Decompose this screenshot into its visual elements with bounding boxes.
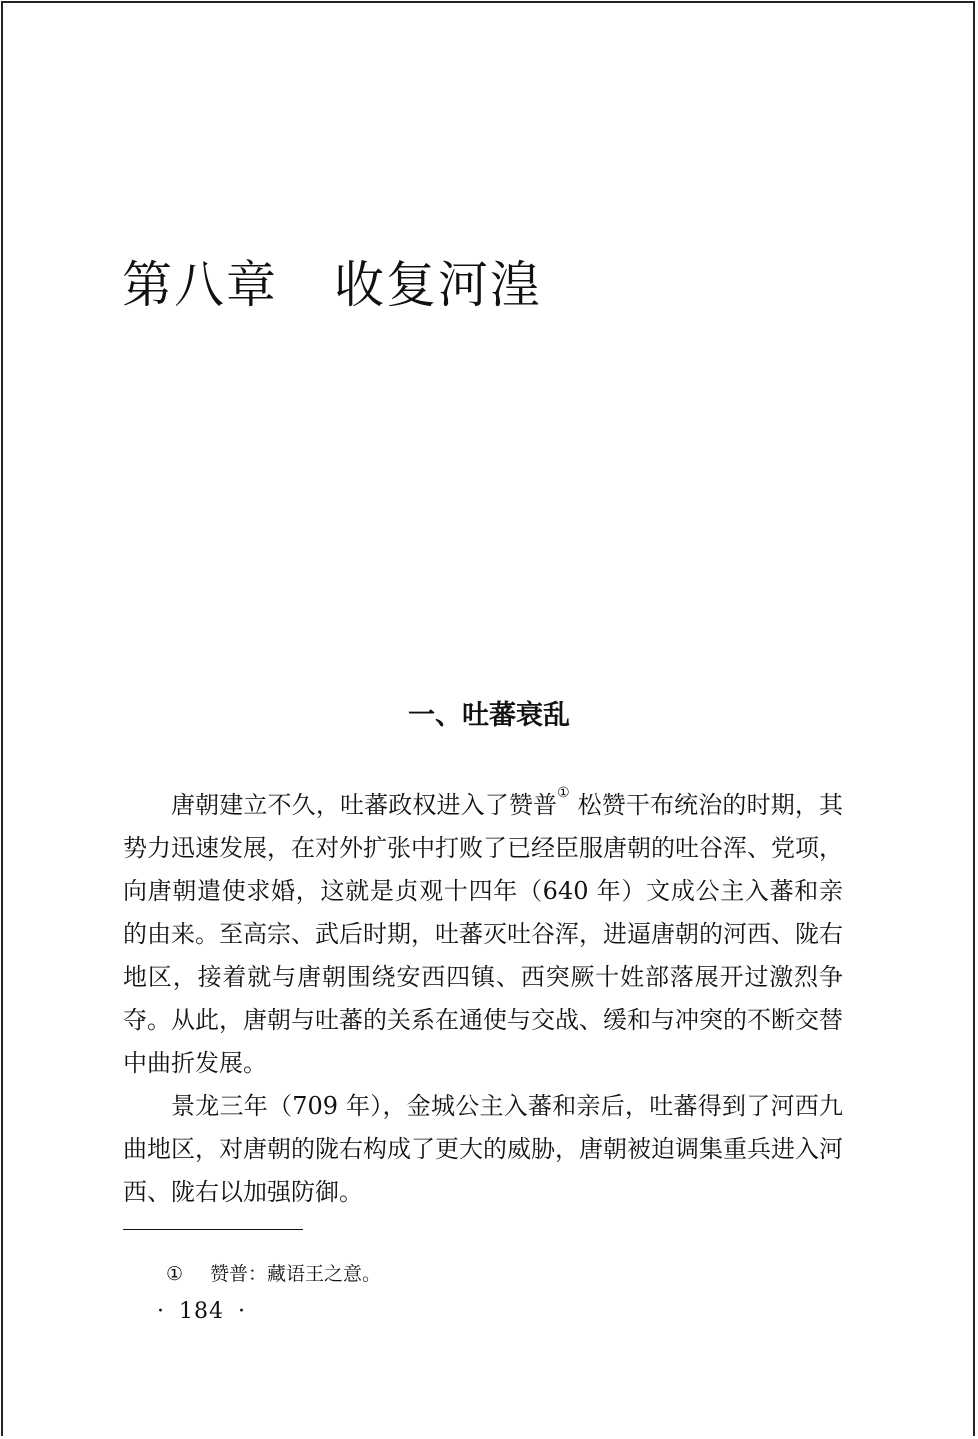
chapter-title bbox=[122, 255, 542, 315]
footnote-reference: ① bbox=[557, 785, 570, 801]
paragraph-1-rest: 松赞干布统治的时期，其势力迅速发展，在对外扩张中打败了已经臣服唐朝的吐谷浑、党项，向唐朝遣使求婚，这就是贞观十四年（640 年）文成公主入蕃和亲的由来。至高宗、武后时期，吐蕃灭吐谷浑，进逼唐朝的河西、陇右地区，接着就与唐朝围绕安西四镇、西突厥十姓部落展开过激烈争夺。从此，唐朝与吐蕃的关系在通使与交战、缓和与冲突的不断交替中曲折发展。 bbox=[123, 791, 843, 1077]
chapter-number: 第八章 bbox=[122, 256, 278, 314]
chapter-name: 收复河湟 bbox=[334, 256, 542, 314]
page-number-left-dot: · bbox=[157, 1299, 165, 1324]
paragraph-2: 景龙三年（709 年），金城公主入蕃和亲后，吐蕃得到了河西九曲地区，对唐朝的陇右构成了更大的威胁，唐朝被迫调集重兵进入河西、陇右以加强防御。 bbox=[123, 1092, 843, 1206]
page-number-right-dot: · bbox=[238, 1299, 246, 1324]
paragraph-1 bbox=[123, 784, 843, 1085]
footnote-divider bbox=[123, 1229, 303, 1230]
page-number-value: 184 bbox=[179, 1299, 224, 1324]
section-title: 一、吐蕃衰乱 bbox=[408, 700, 570, 731]
page-number bbox=[157, 1298, 246, 1327]
body-text bbox=[123, 784, 843, 1214]
footnote-marker: ① bbox=[166, 1263, 184, 1285]
footnote-text: 赞普：藏语王之意。 bbox=[210, 1263, 382, 1285]
footnote bbox=[166, 1262, 381, 1287]
paragraph-1-start: 唐朝建立不久，吐蕃政权进入了赞普 bbox=[171, 791, 558, 819]
